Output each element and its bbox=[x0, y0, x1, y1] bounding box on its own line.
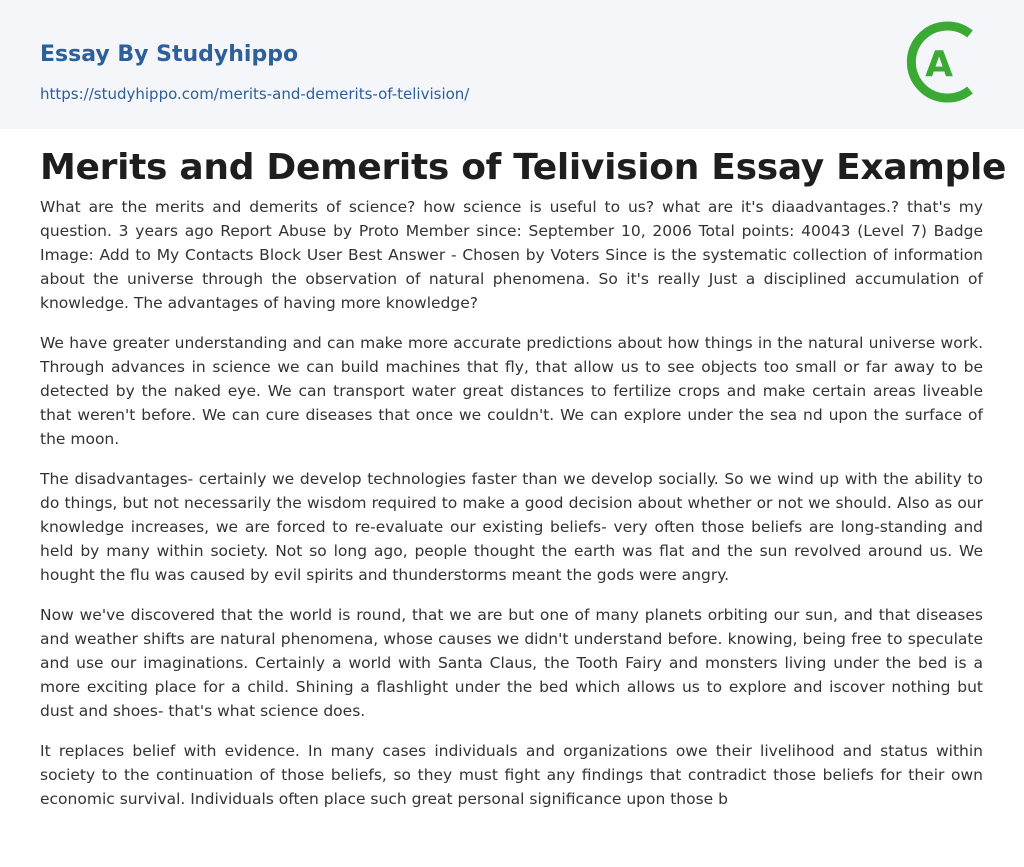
essay-paragraph: The disadvantages- certainly we develop technologies faster than we develop socially. So we wind up with the ability to do things, but not necessarily the wisdom required to make a good decision about whether or not we should. Also as our knowledge increases, we are forced to re-evaluate our existing beliefs- very often those beliefs are long-standing and held by many within society. Not so long ago, people thought the earth was flat and the sun revolved around us. We hought the flu was caused by evil spirits and thunderstorms meant the gods were angry. bbox=[40, 470, 983, 584]
essay-paragraph: It replaces belief with evidence. In many cases individuals and organizations owe their livelihood and status within society to the continuation of those beliefs, so they must fight any findings that contradict those beliefs for their own economic survival. Individuals often place such great personal significance upon those b bbox=[40, 742, 983, 808]
essay-body bbox=[40, 195, 983, 827]
logo-letter: A bbox=[925, 44, 953, 85]
page-url-link[interactable]: https://studyhippo.com/merits-and-demerits-of-telivision/ bbox=[40, 85, 470, 103]
essay-paragraph: What are the merits and demerits of science? how science is useful to us? what are it's diaadvantages.? that's my question. 3 years ago Report Abuse by Proto Member since: September 10, 2006 Total points: 40043 (Level 7) Badge Image: Add to My Contacts Block User Best Answer - Chosen by Voters Since is the systematic collection of information about the universe through the observation of natural phenomena. So it's really Just a disciplined accumulation of knowledge. The advantages of having more knowledge? bbox=[40, 198, 983, 312]
essay-paragraph: We have greater understanding and can make more accurate predictions about how things in the natural universe work. Through advances in science we can build machines that fly, that allow us to see objects too small or far away to be detected by the naked eye. We can transport water great distances to fertilize crops and make certain areas liveable that weren't before. We can cure diseases that once we couldn't. We can explore under the sea nd upon the surface of the moon. bbox=[40, 334, 983, 448]
essay-title: Merits and Demerits of Telivision Essay Example bbox=[40, 147, 1007, 188]
brand-title[interactable]: Essay By Studyhippo bbox=[40, 42, 299, 67]
essay-paragraph: Now we've discovered that the world is round, that we are but one of many planets orbiting our sun, and that diseases and weather shifts are natural phenomena, whose causes we didn't understand before. knowing, being free to speculate and use our imaginations. Certainly a world with Santa Claus, the Tooth Fairy and monsters living under the bed is a more exciting place for a child. Shining a flashlight under the bed which allows us to explore and iscover nothing but dust and shoes- that's what science does. bbox=[40, 606, 983, 720]
